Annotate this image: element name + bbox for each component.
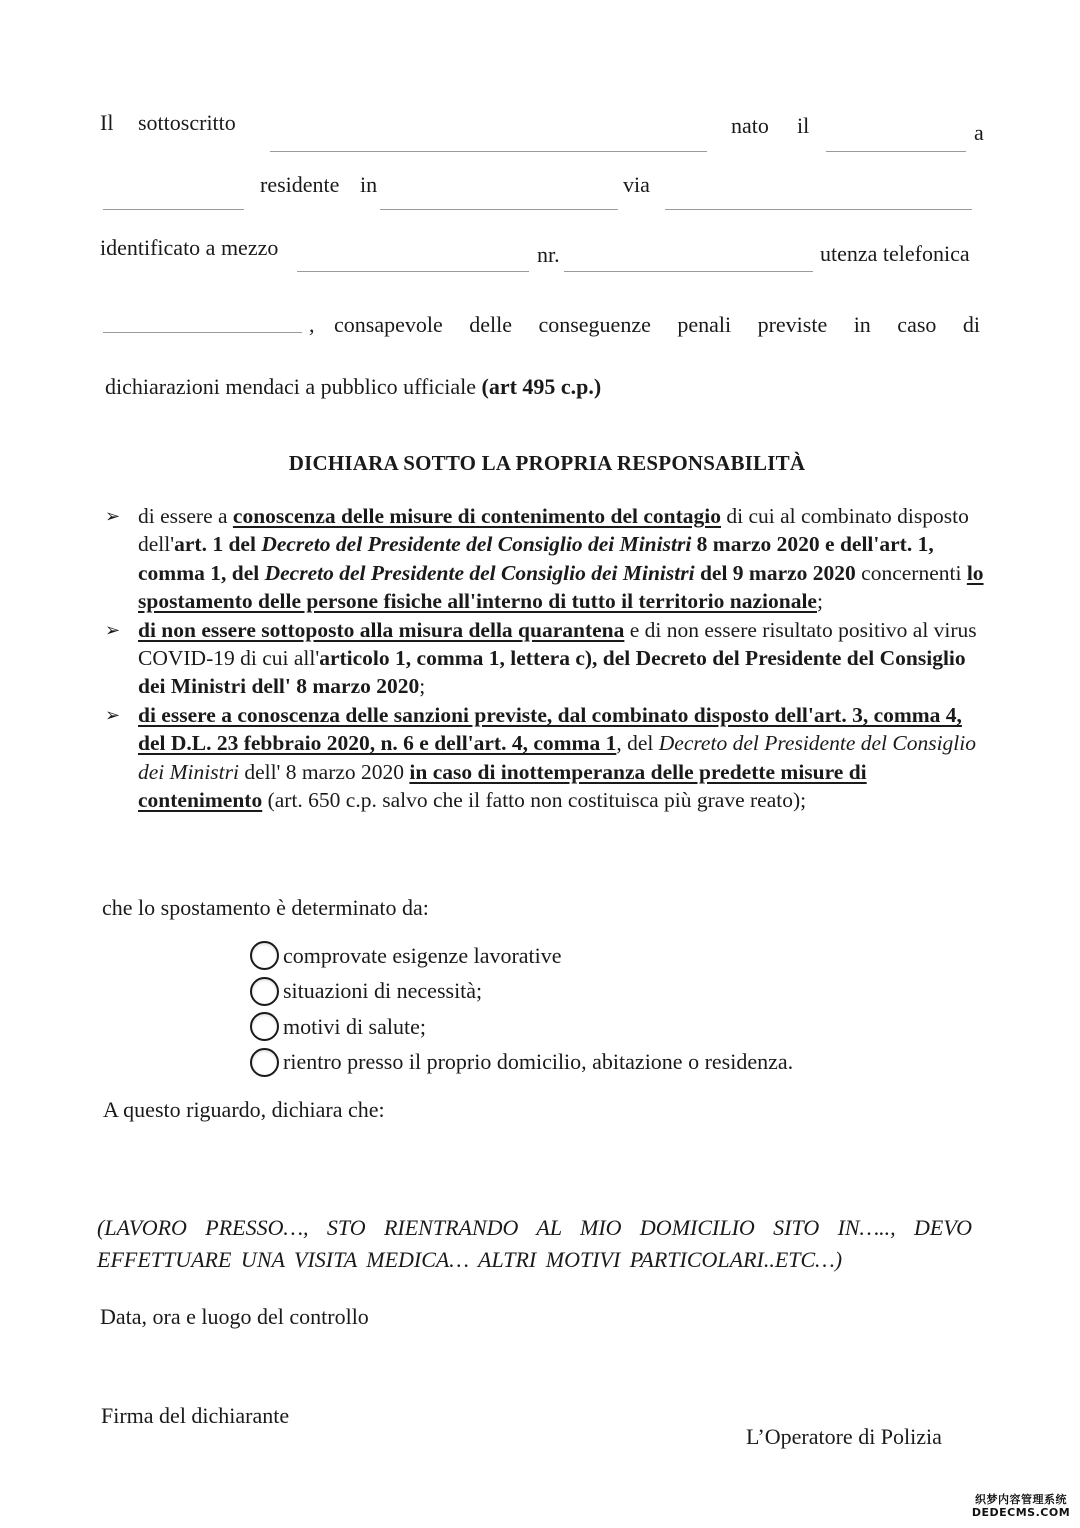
label-nato: nato xyxy=(731,113,769,138)
field-full-name[interactable] xyxy=(270,151,707,152)
art-495-ref: (art 495 c.p.) xyxy=(481,374,602,399)
reason-option-return-home[interactable]: rientro presso il proprio domicilio, abitazione o residenza. xyxy=(249,1045,793,1081)
reason-option-necessity[interactable]: situazioni di necessità; xyxy=(249,974,793,1010)
control-label: Data, ora e luogo del controllo xyxy=(100,1304,369,1329)
statement-example: (LAVORO PRESSO…, STO RIENTRANDO AL MIO DOMICILIO SITO IN….., DEVO EFFETTUARE UNA VISITA MEDICA… ALTRI MOTIVI PARTICOLARI..ETC…) xyxy=(97,1215,972,1272)
field-birth-date[interactable] xyxy=(826,151,966,152)
signature-declarant-label: Firma del dichiarante xyxy=(101,1403,290,1428)
reason-option-work[interactable]: comprovate esigenze lavorative xyxy=(249,938,793,974)
field-residence-city[interactable] xyxy=(380,209,618,210)
arrow-bullet-icon: ➢ xyxy=(105,619,121,640)
arrow-bullet-icon: ➢ xyxy=(105,704,121,725)
declaration-bullets xyxy=(105,502,990,814)
consapevole-text: consapevole delle conseguenze penali previste in caso di xyxy=(334,312,980,337)
bullet-item: ➢ di non essere sottoposto alla misura della quarantena e di non essere risultato positivo al virus COVID-19 di cui all'articolo 1, comma 1, lettera c), del Decreto del Presidente del Consiglio dei Ministri dell' 8 marzo 2020; xyxy=(105,617,977,699)
mendaci-line xyxy=(105,374,601,400)
field-phone[interactable] xyxy=(103,332,302,333)
field-street[interactable] xyxy=(665,209,972,210)
label-residente: residente xyxy=(260,172,340,197)
declaration-title: DICHIARA SOTTO LA PROPRIA RESPONSABILITÀ xyxy=(288,451,806,475)
label-nr: nr. xyxy=(537,242,560,267)
radio-circle-icon[interactable] xyxy=(250,941,279,970)
radio-circle-icon[interactable] xyxy=(250,1012,279,1041)
signature-officer-label: L’Operatore di Polizia xyxy=(746,1424,942,1449)
radio-circle-icon[interactable] xyxy=(250,977,279,1006)
field-id-document[interactable] xyxy=(297,271,529,272)
statement-intro: A questo riguardo, dichiara che: xyxy=(103,1097,385,1122)
reason-option-health[interactable]: motivi di salute; xyxy=(249,1009,793,1045)
radio-circle-icon[interactable] xyxy=(250,1048,279,1077)
label-a: a xyxy=(974,120,984,145)
bullet-item: ➢ di essere a conoscenza delle misure di contenimento del contagio di cui al combinato disposto dell'art. 1 del Decreto del Presidente del Consiglio dei Ministri 8 marzo 2020 e dell'art. 1, comma 1, del Decreto del Presidente del Consiglio dei Ministri del 9 marzo 2020 concernenti lo spostamento delle persone fisiche all'interno di tutto il territorio nazionale; xyxy=(105,504,984,614)
field-birth-place[interactable] xyxy=(103,209,244,210)
label-utenza: utenza telefonica xyxy=(820,241,970,266)
label-identificato: identificato a mezzo xyxy=(100,235,279,260)
reason-options xyxy=(249,938,793,1080)
mendaci-text: dichiarazioni mendaci a pubblico ufficiale xyxy=(105,374,476,399)
comma: , xyxy=(309,312,315,337)
label-il-date: il xyxy=(797,113,810,138)
label-sottoscritto: sottoscritto xyxy=(138,110,236,135)
bullet-item: ➢ di essere a conoscenza delle sanzioni previste, dal combinato disposto dell'art. 3, comma 4, del D.L. 23 febbraio 2020, n. 6 e dell'art. 4, comma 1, del Decreto del Presidente del Consiglio dei Ministri dell' 8 marzo 2020 in caso di inottemperanza delle predette misure di contenimento (art. 650 c.p. salvo che il fatto non costituisca più grave reato); xyxy=(105,702,977,813)
watermark-logo: 织梦内容管理系统 DEDECMS.COM xyxy=(971,1493,1071,1519)
arrow-bullet-icon: ➢ xyxy=(105,506,121,526)
label-via: via xyxy=(623,172,650,197)
reason-intro: che lo spostamento è determinato da: xyxy=(102,895,429,920)
field-document-number[interactable] xyxy=(564,271,813,272)
label-il: Il xyxy=(100,110,114,135)
label-in: in xyxy=(360,172,378,197)
